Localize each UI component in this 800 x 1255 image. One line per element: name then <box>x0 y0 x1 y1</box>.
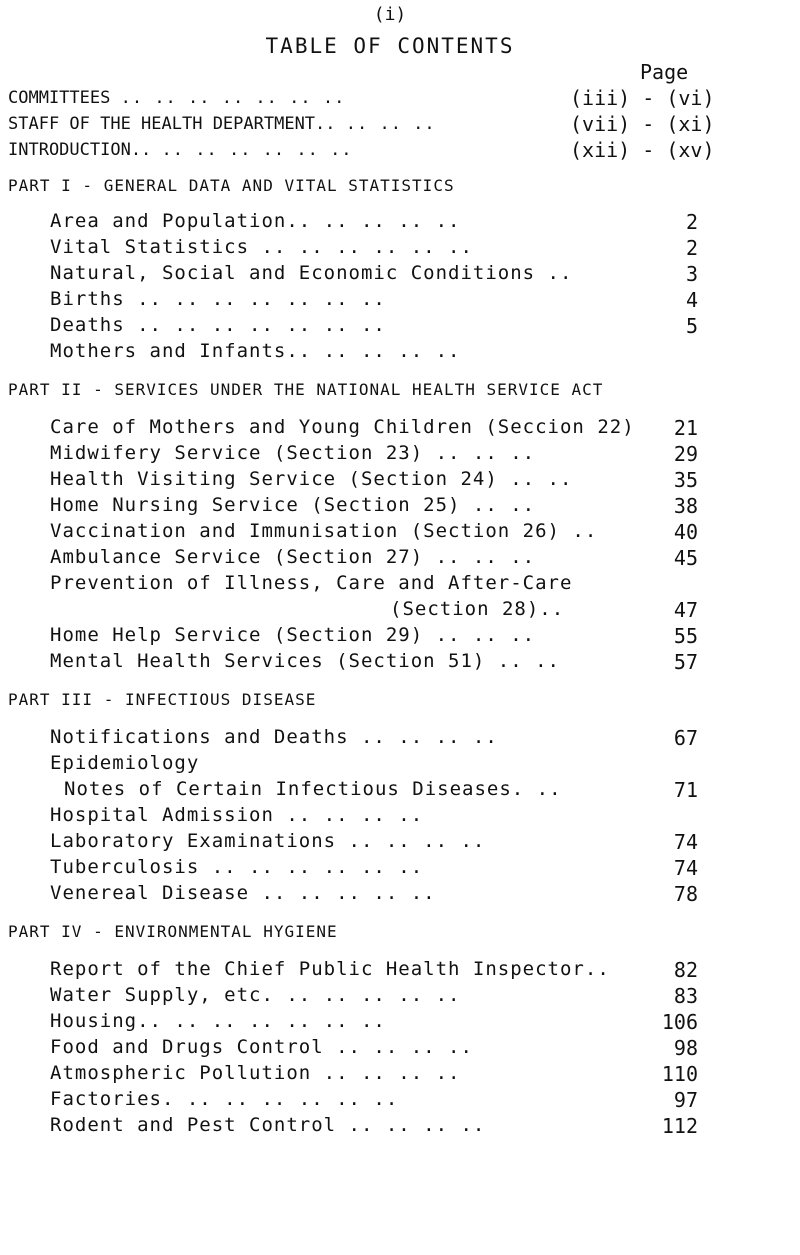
toc-item-continuation[interactable]: (Section 28).. <box>390 598 565 620</box>
toc-item[interactable]: Natural, Social and Economic Conditions .. <box>50 262 573 284</box>
toc-item[interactable]: Vital Statistics .. .. .. .. .. .. <box>50 236 473 258</box>
toc-item-page: 78 <box>673 882 698 906</box>
part-heading: PART IV - ENVIRONMENTAL HYGIENE <box>8 922 338 941</box>
toc-item[interactable]: Notes of Certain Infectious Diseases. .. <box>64 778 562 800</box>
toc-item-page: 98 <box>673 1036 698 1060</box>
toc-item[interactable]: Mental Health Services (Section 51) .. .. <box>50 650 560 672</box>
toc-item-page: 110 <box>661 1062 698 1086</box>
toc-item-page: 97 <box>673 1088 698 1112</box>
toc-item[interactable]: Housing.. .. .. .. .. .. .. <box>50 1010 386 1032</box>
toc-item-page: 74 <box>673 830 698 854</box>
toc-item[interactable]: Health Visiting Service (Section 24) .. .. <box>50 468 573 490</box>
toc-entry-pages: (xii) - (xv) <box>570 138 715 162</box>
toc-item-page: 40 <box>673 520 698 544</box>
toc-item-page: 35 <box>673 468 698 492</box>
toc-item-page: 82 <box>673 958 698 982</box>
toc-item[interactable]: Epidemiology <box>50 752 200 774</box>
toc-entry-committees[interactable] <box>8 88 345 108</box>
toc-entry-introduction[interactable] <box>8 140 353 160</box>
toc-item[interactable]: Home Help Service (Section 29) .. .. .. <box>50 624 536 646</box>
leader-dots: .. .. .. .. .. .. <box>161 140 353 160</box>
toc-item-page: 74 <box>673 856 698 880</box>
toc-item-page: 5 <box>685 314 698 338</box>
toc-item[interactable]: Deaths .. .. .. .. .. .. .. <box>50 314 386 336</box>
toc-entry-staff[interactable] <box>8 114 436 134</box>
toc-entry-pages: (vii) - (xi) <box>570 112 715 136</box>
toc-item-page: 38 <box>673 494 698 518</box>
toc-item-page: 112 <box>661 1114 698 1138</box>
toc-item-page: 106 <box>661 1010 698 1034</box>
toc-item-page: 47 <box>673 598 698 622</box>
page-title: TABLE OF CONTENTS <box>265 34 515 58</box>
toc-item[interactable]: Vaccination and Immunisation (Section 26) .. <box>50 520 598 542</box>
part-heading: PART II - SERVICES UNDER THE NATIONAL HEALTH SERVICE ACT <box>8 380 604 399</box>
toc-item[interactable]: Venereal Disease .. .. .. .. .. <box>50 882 436 904</box>
toc-item[interactable]: Food and Drugs Control .. .. .. .. <box>50 1036 473 1058</box>
toc-item[interactable]: Rodent and Pest Control .. .. .. .. <box>50 1114 486 1136</box>
leader-dots: .. .. .. <box>345 114 436 134</box>
toc-item[interactable]: Factories. .. .. .. .. .. .. <box>50 1088 399 1110</box>
toc-item-page: 55 <box>673 624 698 648</box>
toc-item[interactable]: Midwifery Service (Section 23) .. .. .. <box>50 442 536 464</box>
toc-item[interactable]: Mothers and Infants.. .. .. .. .. <box>50 340 461 362</box>
toc-item[interactable]: Home Nursing Service (Section 25) .. .. <box>50 494 536 516</box>
toc-entry-label: STAFF OF THE HEALTH DEPARTMENT.. <box>8 114 336 134</box>
toc-item-page: 2 <box>685 236 698 260</box>
part-heading: PART I - GENERAL DATA AND VITAL STATISTICS <box>8 176 455 195</box>
page-column-header: Page <box>640 60 689 84</box>
toc-item-page: 2 <box>685 210 698 234</box>
toc-item[interactable]: Laboratory Examinations .. .. .. .. <box>50 830 486 852</box>
toc-item-page: 83 <box>673 984 698 1008</box>
toc-item[interactable]: Hospital Admission .. .. .. .. <box>50 804 424 826</box>
toc-item[interactable]: Report of the Chief Public Health Inspector.. <box>50 958 610 980</box>
page-number-roman: (i) <box>373 4 407 25</box>
toc-item-page: 21 <box>673 416 698 440</box>
toc-item[interactable]: Notifications and Deaths .. .. .. .. <box>50 726 498 748</box>
toc-item-page: 3 <box>685 262 698 286</box>
toc-item[interactable]: Area and Population.. .. .. .. .. <box>50 210 461 232</box>
toc-item[interactable]: Tuberculosis .. .. .. .. .. .. <box>50 856 424 878</box>
toc-item-page: 71 <box>673 778 698 802</box>
leader-dots: .. .. .. .. .. .. .. <box>120 88 346 108</box>
toc-item-page: 4 <box>685 288 698 312</box>
toc-item-page: 57 <box>673 650 698 674</box>
part-heading: PART III - INFECTIOUS DISEASE <box>8 690 317 709</box>
toc-item-page: 29 <box>673 442 698 466</box>
toc-item[interactable]: Ambulance Service (Section 27) .. .. .. <box>50 546 536 568</box>
toc-item-page: 67 <box>673 726 698 750</box>
toc-item[interactable]: Water Supply, etc. .. .. .. .. .. <box>50 984 461 1006</box>
toc-item-page: 45 <box>673 546 698 570</box>
toc-item[interactable]: Births .. .. .. .. .. .. .. <box>50 288 386 310</box>
toc-entry-label: COMMITTEES <box>8 88 111 108</box>
toc-item[interactable]: Care of Mothers and Young Children (Seccion 22) <box>50 416 635 438</box>
toc-entry-label: INTRODUCTION.. <box>8 140 152 160</box>
toc-item[interactable]: Atmospheric Pollution .. .. .. .. <box>50 1062 461 1084</box>
toc-entry-pages: (iii) - (vi) <box>570 86 715 110</box>
toc-item[interactable]: Prevention of Illness, Care and After-Care <box>50 572 573 594</box>
